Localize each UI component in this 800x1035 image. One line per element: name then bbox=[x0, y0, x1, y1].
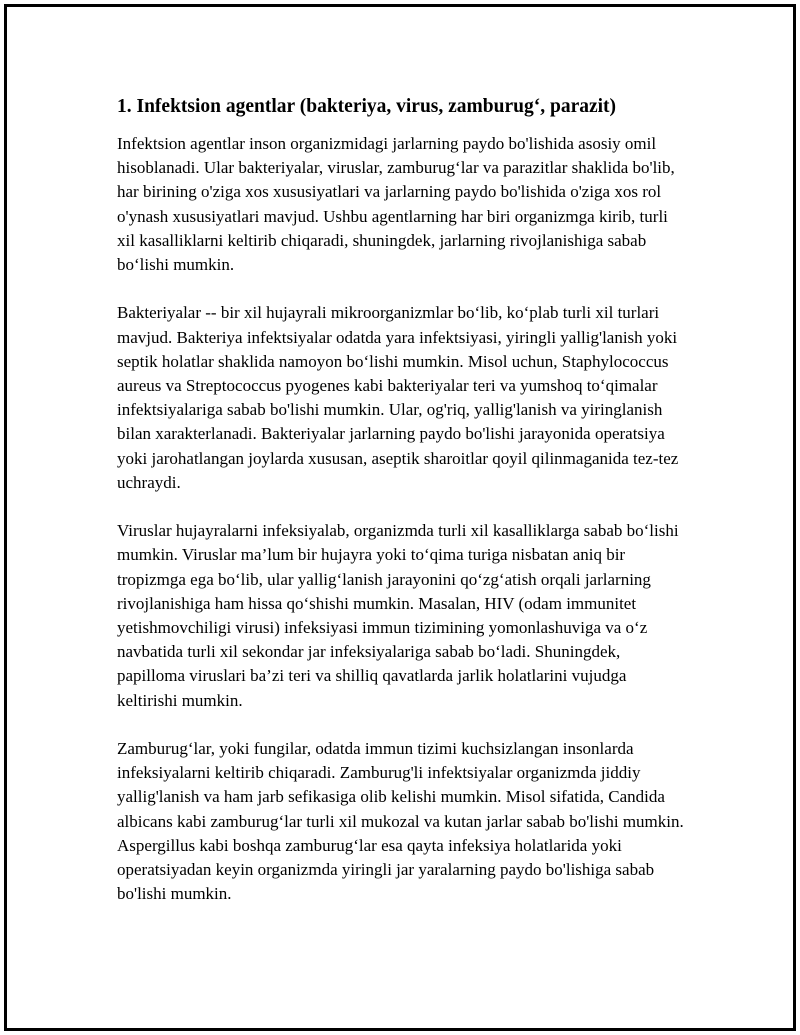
paragraph-intro: Infektsion agentlar inson organizmidagi jarlarning paydo bo'lishida asosiy omil hisoblanadi. Ular bakteriyalar, viruslar, zamburug‘lar va parazitlar shaklida bo'lib, har birining o'ziga xos xususiyatlari va jarlarning paydo bo'lishida o'ziga xos rol o'ynash xususiyatlari mavjud. Ushbu agentlarning har biri organizmga kirib, turli xil kasalliklarni keltirib chiqaradi, shuningdek, jarlarning rivojlanishiga sabab bo‘lishi mumkin. bbox=[117, 134, 675, 275]
document-body bbox=[117, 93, 687, 906]
paragraph-bacteria: Bakteriyalar -- bir xil hujayrali mikroorganizmlar bo‘lib, ko‘plab turli xil turlari mavjud. Bakteriya infektsiyalar odatda yara infektsiyasi, yiringli yallig'lanish yoki septik holatlar shaklida namoyon bo‘lishi mumkin. Misol uchun, Staphylococcus aureus va Streptococcus pyogenes kabi bakteriyalar teri va yumshoq to‘qimalar infektsiyalariga sabab bo'lishi mumkin. Ular, og'riq, yallig'lanish va yiringlanish bilan xarakterlanadi. Bakteriyalar jarlarning paydo bo'lishi jarayonida operatsiya yoki jarohatlangan joylarda xususan, aseptik sharoitlar qoyil qilinmaganida tez-tez uchraydi. bbox=[117, 303, 679, 492]
paragraph-fungi: Zamburug‘lar, yoki fungilar, odatda immun tizimi kuchsizlangan insonlarda infeksiyalarni keltirib chiqaradi. Zamburug'li infektsiyalar organizmda jiddiy yallig'lanish va ham jarb sefikasiga olib kelishi mumkin. Misol sifatida, Candida albicans kabi zamburug‘lar turli xil mukozal va kutan jarlar sabab bo'lishi mumkin. Aspergillus kabi boshqa zamburug‘lar esa qayta infeksiya holatlarida yoki operatsiyadan keyin organizmda yiringli jar yaralarning paydo bo'lishiga sabab bo'lishi mumkin. bbox=[117, 739, 684, 904]
paragraph-viruses: Viruslar hujayralarni infeksiyalab, organizmda turli xil kasalliklarga sabab bo‘lishi mumkin. Viruslar ma’lum bir hujayra yoki to‘qima turiga nisbatan aniq bir tropizmga ega bo‘lib, ular yallig‘lanish jarayonini qo‘zg‘atish orqali jarlarning rivojlanishiga ham hissa qo‘shishi mumkin. Masalan, HIV (odam immunitet yetishmovchiligi virusi) infeksiyasi immun tizimining yomonlashuviga va o‘z navbatida turli xil sekondar jar infeksiyalariga sabab bo‘ladi. Shuningdek, papilloma viruslari ba’zi teri va shilliq qavatlarda jarlik holatlarini vujudga keltirishi mumkin. bbox=[117, 521, 679, 710]
section-heading: 1. Infektsion agentlar (bakteriya, virus, zamburug‘, parazit) bbox=[117, 96, 617, 117]
